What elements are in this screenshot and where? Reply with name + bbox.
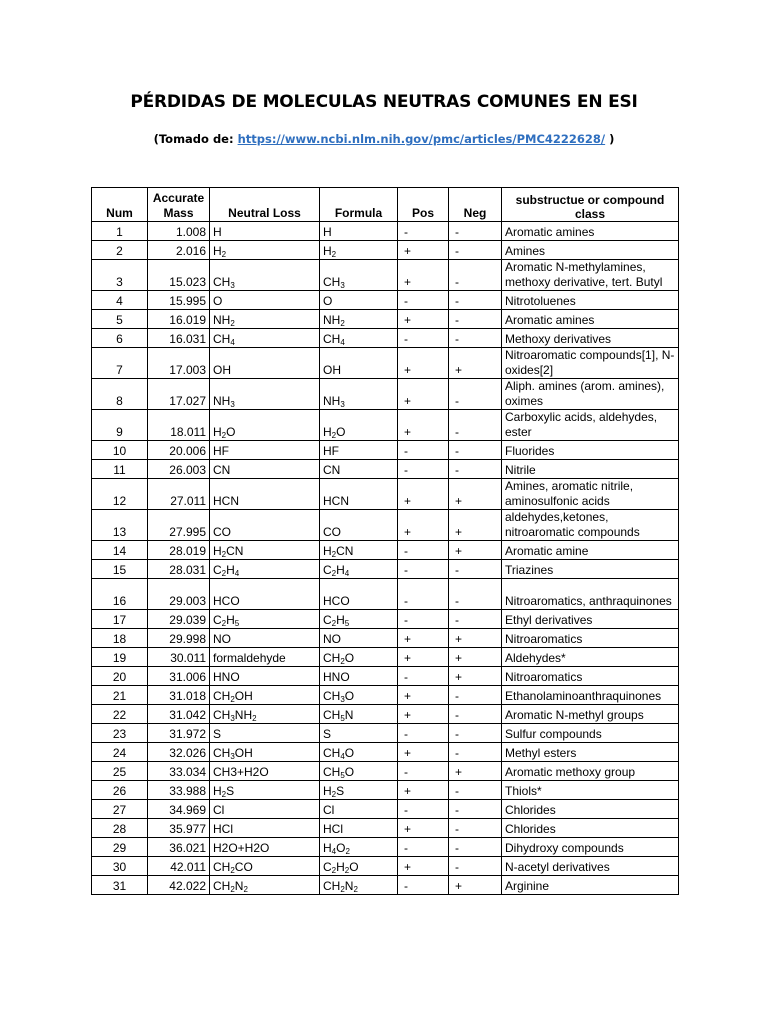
cell-accurate-mass: 29.003 xyxy=(148,579,210,610)
cell-formula: H xyxy=(320,222,398,241)
cell-num: 12 xyxy=(92,479,148,510)
cell-neutral-loss: HCN xyxy=(210,479,320,510)
cell-compound-class: Nitrile xyxy=(502,460,679,479)
cell-neutral-loss: $CH_2CO$ xyxy=(210,857,320,876)
cell-compound-class: Aromatic amines xyxy=(502,222,679,241)
cell-accurate-mass: 33.988 xyxy=(148,781,210,800)
page-title: PÉRDIDAS DE MOLECULAS NEUTRAS COMUNES EN ESI xyxy=(130,92,638,112)
cell-formula: $C_2H_2O$ xyxy=(320,857,398,876)
cell-accurate-mass: 28.019 xyxy=(148,541,210,560)
cell-formula: $H_4O_2$ xyxy=(320,838,398,857)
cell-pos: + xyxy=(398,781,449,800)
cell-compound-class: Arginine xyxy=(502,876,679,895)
cell-neg: - xyxy=(449,222,502,241)
cell-formula: $CH_5O$ xyxy=(320,762,398,781)
cell-num: 14 xyxy=(92,541,148,560)
header-num: Num xyxy=(92,188,148,222)
table-row xyxy=(92,800,679,819)
source-prefix: (Tomado de: xyxy=(153,132,238,146)
cell-neg: - xyxy=(449,560,502,579)
cell-neutral-loss: $H_2$ xyxy=(210,241,320,260)
cell-formula: $CH_4O$ xyxy=(320,743,398,762)
table-row xyxy=(92,743,679,762)
cell-accurate-mass: 31.972 xyxy=(148,724,210,743)
cell-compound-class: Chlorides xyxy=(502,819,679,838)
cell-compound-class: Aromatic amine xyxy=(502,541,679,560)
cell-pos: - xyxy=(398,667,449,686)
cell-compound-class: Methyl esters xyxy=(502,743,679,762)
cell-neutral-loss: formaldehyde xyxy=(210,648,320,667)
table-body xyxy=(92,222,679,895)
cell-neg: + xyxy=(449,876,502,895)
cell-accurate-mass: 26.003 xyxy=(148,460,210,479)
cell-neutral-loss: S xyxy=(210,724,320,743)
cell-neg: - xyxy=(449,724,502,743)
cell-num: 11 xyxy=(92,460,148,479)
cell-compound-class: Nitroaromatic compounds[1], N-oxides[2] xyxy=(502,348,679,379)
cell-pos: + xyxy=(398,379,449,410)
cell-compound-class: Dihydroxy compounds xyxy=(502,838,679,857)
table-row xyxy=(92,410,679,441)
table-row xyxy=(92,857,679,876)
table-row xyxy=(92,329,679,348)
cell-accurate-mass: 42.011 xyxy=(148,857,210,876)
table-row xyxy=(92,260,679,291)
cell-neg: - xyxy=(449,819,502,838)
cell-neutral-loss: $H_2O$ xyxy=(210,410,320,441)
cell-neutral-loss: $C_2H_5$ xyxy=(210,610,320,629)
cell-formula: HF xyxy=(320,441,398,460)
table-row xyxy=(92,667,679,686)
cell-neutral-loss: HCl xyxy=(210,819,320,838)
cell-neg: + xyxy=(449,348,502,379)
cell-pos: + xyxy=(398,629,449,648)
cell-neg: - xyxy=(449,743,502,762)
cell-pos: - xyxy=(398,579,449,610)
cell-compound-class: Nitroaromatics xyxy=(502,629,679,648)
source-link[interactable]: https://www.ncbi.nlm.nih.gov/pmc/articles/PMC4222628/ xyxy=(237,132,606,146)
cell-neg: - xyxy=(449,857,502,876)
cell-neg: - xyxy=(449,260,502,291)
cell-neutral-loss: $H_2S$ xyxy=(210,781,320,800)
cell-accurate-mass: 20.006 xyxy=(148,441,210,460)
cell-formula: O xyxy=(320,291,398,310)
cell-neutral-loss: $CH_4$ xyxy=(210,329,320,348)
cell-num: 21 xyxy=(92,686,148,705)
cell-compound-class: aldehydes,ketones, nitroaromatic compounds xyxy=(502,510,679,541)
cell-compound-class: Amines, aromatic nitrile, aminosulfonic acids xyxy=(502,479,679,510)
cell-formula: NO xyxy=(320,629,398,648)
cell-accurate-mass: 30.011 xyxy=(148,648,210,667)
cell-neg: + xyxy=(449,648,502,667)
cell-neg: + xyxy=(449,541,502,560)
cell-compound-class: Fluorides xyxy=(502,441,679,460)
cell-num: 20 xyxy=(92,667,148,686)
cell-formula: HCN xyxy=(320,479,398,510)
cell-accurate-mass: 35.977 xyxy=(148,819,210,838)
cell-compound-class: Nitrotoluenes xyxy=(502,291,679,310)
cell-neutral-loss: $NH_3$ xyxy=(210,379,320,410)
cell-num: 10 xyxy=(92,441,148,460)
cell-pos: - xyxy=(398,610,449,629)
cell-pos: + xyxy=(398,857,449,876)
cell-formula: $NH_3$ xyxy=(320,379,398,410)
cell-num: 8 xyxy=(92,379,148,410)
table-row xyxy=(92,762,679,781)
cell-pos: + xyxy=(398,510,449,541)
cell-formula: CO xyxy=(320,510,398,541)
cell-pos: - xyxy=(398,460,449,479)
cell-accurate-mass: 33.034 xyxy=(148,762,210,781)
cell-accurate-mass: 31.018 xyxy=(148,686,210,705)
source-citation xyxy=(0,132,768,146)
cell-neutral-loss: CO xyxy=(210,510,320,541)
cell-compound-class: Chlorides xyxy=(502,800,679,819)
cell-accurate-mass: 15.023 xyxy=(148,260,210,291)
cell-formula: HCO xyxy=(320,579,398,610)
table-row xyxy=(92,291,679,310)
cell-num: 15 xyxy=(92,560,148,579)
cell-num: 1 xyxy=(92,222,148,241)
table-row xyxy=(92,441,679,460)
cell-accurate-mass: 31.006 xyxy=(148,667,210,686)
cell-neg: + xyxy=(449,762,502,781)
cell-neutral-loss: CN xyxy=(210,460,320,479)
cell-neg: - xyxy=(449,610,502,629)
header-formula: Formula xyxy=(320,188,398,222)
cell-accurate-mass: 27.011 xyxy=(148,479,210,510)
table-row xyxy=(92,838,679,857)
cell-num: 5 xyxy=(92,310,148,329)
cell-formula: $C_2H_4$ xyxy=(320,560,398,579)
cell-neg: - xyxy=(449,460,502,479)
cell-num: 28 xyxy=(92,819,148,838)
cell-neutral-loss: $CH_3OH$ xyxy=(210,743,320,762)
cell-compound-class: Methoxy derivatives xyxy=(502,329,679,348)
cell-formula: $H_2S$ xyxy=(320,781,398,800)
cell-neg: - xyxy=(449,686,502,705)
cell-neg: + xyxy=(449,629,502,648)
cell-neutral-loss: NO xyxy=(210,629,320,648)
cell-num: 24 xyxy=(92,743,148,762)
cell-pos: - xyxy=(398,441,449,460)
cell-pos: + xyxy=(398,260,449,291)
cell-num: 27 xyxy=(92,800,148,819)
cell-num: 30 xyxy=(92,857,148,876)
cell-compound-class: Sulfur compounds xyxy=(502,724,679,743)
cell-formula: HNO xyxy=(320,667,398,686)
cell-neutral-loss: H2O+H2O xyxy=(210,838,320,857)
cell-accurate-mass: 27.995 xyxy=(148,510,210,541)
cell-neg: - xyxy=(449,705,502,724)
cell-num: 2 xyxy=(92,241,148,260)
cell-neg: - xyxy=(449,241,502,260)
cell-neg: - xyxy=(449,310,502,329)
cell-pos: + xyxy=(398,310,449,329)
cell-neutral-loss: HCO xyxy=(210,579,320,610)
cell-compound-class: Triazines xyxy=(502,560,679,579)
cell-num: 31 xyxy=(92,876,148,895)
table-row xyxy=(92,510,679,541)
cell-formula: Cl xyxy=(320,800,398,819)
cell-pos: + xyxy=(398,479,449,510)
cell-accurate-mass: 32.026 xyxy=(148,743,210,762)
cell-neutral-loss: $CH_2OH$ xyxy=(210,686,320,705)
table-row xyxy=(92,629,679,648)
cell-pos: - xyxy=(398,222,449,241)
cell-neutral-loss: CH3+H2O xyxy=(210,762,320,781)
cell-num: 19 xyxy=(92,648,148,667)
table-row xyxy=(92,724,679,743)
cell-pos: + xyxy=(398,819,449,838)
cell-num: 17 xyxy=(92,610,148,629)
cell-formula: CN xyxy=(320,460,398,479)
cell-num: 23 xyxy=(92,724,148,743)
cell-num: 18 xyxy=(92,629,148,648)
cell-num: 26 xyxy=(92,781,148,800)
cell-accurate-mass: 29.039 xyxy=(148,610,210,629)
cell-pos: - xyxy=(398,800,449,819)
cell-formula: HCl xyxy=(320,819,398,838)
cell-formula: $CH_5N$ xyxy=(320,705,398,724)
cell-pos: + xyxy=(398,241,449,260)
cell-neg: - xyxy=(449,579,502,610)
cell-neutral-loss: $H_2CN$ xyxy=(210,541,320,560)
cell-pos: - xyxy=(398,724,449,743)
cell-pos: + xyxy=(398,743,449,762)
cell-neutral-loss: H xyxy=(210,222,320,241)
cell-formula: $H_2$ xyxy=(320,241,398,260)
cell-formula: $NH_2$ xyxy=(320,310,398,329)
cell-compound-class: Amines xyxy=(502,241,679,260)
cell-formula: $CH_2O$ xyxy=(320,648,398,667)
header-neg: Neg xyxy=(449,188,502,222)
cell-neutral-loss: Cl xyxy=(210,800,320,819)
cell-accurate-mass: 36.021 xyxy=(148,838,210,857)
cell-accurate-mass: 31.042 xyxy=(148,705,210,724)
table-row xyxy=(92,379,679,410)
cell-compound-class: N-acetyl derivatives xyxy=(502,857,679,876)
cell-neutral-loss: O xyxy=(210,291,320,310)
table-row xyxy=(92,686,679,705)
cell-compound-class: Aromatic amines xyxy=(502,310,679,329)
cell-compound-class: Carboxylic acids, aldehydes, ester xyxy=(502,410,679,441)
table-row xyxy=(92,541,679,560)
table-row xyxy=(92,781,679,800)
cell-pos: + xyxy=(398,705,449,724)
cell-formula: $CH_3O$ xyxy=(320,686,398,705)
cell-neg: - xyxy=(449,329,502,348)
table-row xyxy=(92,705,679,724)
cell-num: 16 xyxy=(92,579,148,610)
cell-compound-class: Aromatic N-methylamines, methoxy derivative, tert. Butyl xyxy=(502,260,679,291)
cell-neg: + xyxy=(449,667,502,686)
table-row xyxy=(92,579,679,610)
table-row xyxy=(92,648,679,667)
cell-num: 3 xyxy=(92,260,148,291)
cell-compound-class: Nitroaromatics, anthraquinones xyxy=(502,579,679,610)
cell-accurate-mass: 1.008 xyxy=(148,222,210,241)
cell-neg: - xyxy=(449,410,502,441)
cell-neg: + xyxy=(449,479,502,510)
cell-pos: + xyxy=(398,348,449,379)
cell-pos: - xyxy=(398,876,449,895)
header-neutral-loss: Neutral Loss xyxy=(210,188,320,222)
table-row xyxy=(92,560,679,579)
cell-formula: S xyxy=(320,724,398,743)
cell-pos: - xyxy=(398,838,449,857)
cell-pos: - xyxy=(398,560,449,579)
cell-neg: - xyxy=(449,441,502,460)
cell-accurate-mass: 28.031 xyxy=(148,560,210,579)
cell-pos: - xyxy=(398,291,449,310)
cell-num: 13 xyxy=(92,510,148,541)
cell-neutral-loss: OH xyxy=(210,348,320,379)
cell-neg: + xyxy=(449,510,502,541)
cell-accurate-mass: 16.019 xyxy=(148,310,210,329)
cell-neutral-loss: $CH_3$ xyxy=(210,260,320,291)
table-row xyxy=(92,479,679,510)
cell-compound-class: Aldehydes* xyxy=(502,648,679,667)
cell-num: 4 xyxy=(92,291,148,310)
cell-accurate-mass: 17.003 xyxy=(148,348,210,379)
cell-pos: + xyxy=(398,648,449,667)
cell-accurate-mass: 34.969 xyxy=(148,800,210,819)
cell-neutral-loss: $C_2H_4$ xyxy=(210,560,320,579)
cell-accurate-mass: 18.011 xyxy=(148,410,210,441)
neutral-loss-table xyxy=(91,187,679,895)
cell-compound-class: Aromatic methoxy group xyxy=(502,762,679,781)
cell-compound-class: Aliph. amines (arom. amines), oximes xyxy=(502,379,679,410)
cell-compound-class: Ethanolaminoanthraquinones xyxy=(502,686,679,705)
table-row xyxy=(92,460,679,479)
cell-neg: - xyxy=(449,379,502,410)
cell-num: 25 xyxy=(92,762,148,781)
cell-neg: - xyxy=(449,781,502,800)
cell-compound-class: Aromatic N-methyl groups xyxy=(502,705,679,724)
cell-formula: $CH_2N_2$ xyxy=(320,876,398,895)
cell-formula: $C_2H_5$ xyxy=(320,610,398,629)
cell-formula: $CH_4$ xyxy=(320,329,398,348)
cell-pos: - xyxy=(398,329,449,348)
source-suffix: ) xyxy=(605,132,615,146)
cell-accurate-mass: 29.998 xyxy=(148,629,210,648)
table-row xyxy=(92,222,679,241)
cell-accurate-mass: 2.016 xyxy=(148,241,210,260)
cell-pos: + xyxy=(398,686,449,705)
table-header-row xyxy=(92,188,679,222)
cell-formula: $H_2O$ xyxy=(320,410,398,441)
cell-compound-class: Nitroaromatics xyxy=(502,667,679,686)
cell-accurate-mass: 17.027 xyxy=(148,379,210,410)
cell-accurate-mass: 15.995 xyxy=(148,291,210,310)
cell-neutral-loss: $CH_3NH_2$ xyxy=(210,705,320,724)
cell-pos: - xyxy=(398,762,449,781)
cell-accurate-mass: 16.031 xyxy=(148,329,210,348)
cell-num: 22 xyxy=(92,705,148,724)
cell-accurate-mass: 42.022 xyxy=(148,876,210,895)
cell-num: 9 xyxy=(92,410,148,441)
cell-formula: OH xyxy=(320,348,398,379)
cell-neutral-loss: $CH_2N_2$ xyxy=(210,876,320,895)
cell-compound-class: Ethyl derivatives xyxy=(502,610,679,629)
header-accurate-mass: Accurate Mass xyxy=(148,188,210,222)
cell-neg: - xyxy=(449,800,502,819)
cell-compound-class: Thiols* xyxy=(502,781,679,800)
cell-num: 6 xyxy=(92,329,148,348)
cell-pos: - xyxy=(398,541,449,560)
cell-neutral-loss: HF xyxy=(210,441,320,460)
cell-num: 7 xyxy=(92,348,148,379)
cell-neg: - xyxy=(449,838,502,857)
table-row xyxy=(92,241,679,260)
header-compound-class: substructue or compound class xyxy=(502,188,679,222)
table-row xyxy=(92,610,679,629)
table-row xyxy=(92,876,679,895)
cell-formula: $H_2CN$ xyxy=(320,541,398,560)
cell-neutral-loss: $NH_2$ xyxy=(210,310,320,329)
cell-pos: + xyxy=(398,410,449,441)
cell-neg: - xyxy=(449,291,502,310)
cell-num: 29 xyxy=(92,838,148,857)
header-pos: Pos xyxy=(398,188,449,222)
cell-formula: $CH_3$ xyxy=(320,260,398,291)
table-row xyxy=(92,819,679,838)
table-row xyxy=(92,310,679,329)
cell-neutral-loss: HNO xyxy=(210,667,320,686)
table-row xyxy=(92,348,679,379)
